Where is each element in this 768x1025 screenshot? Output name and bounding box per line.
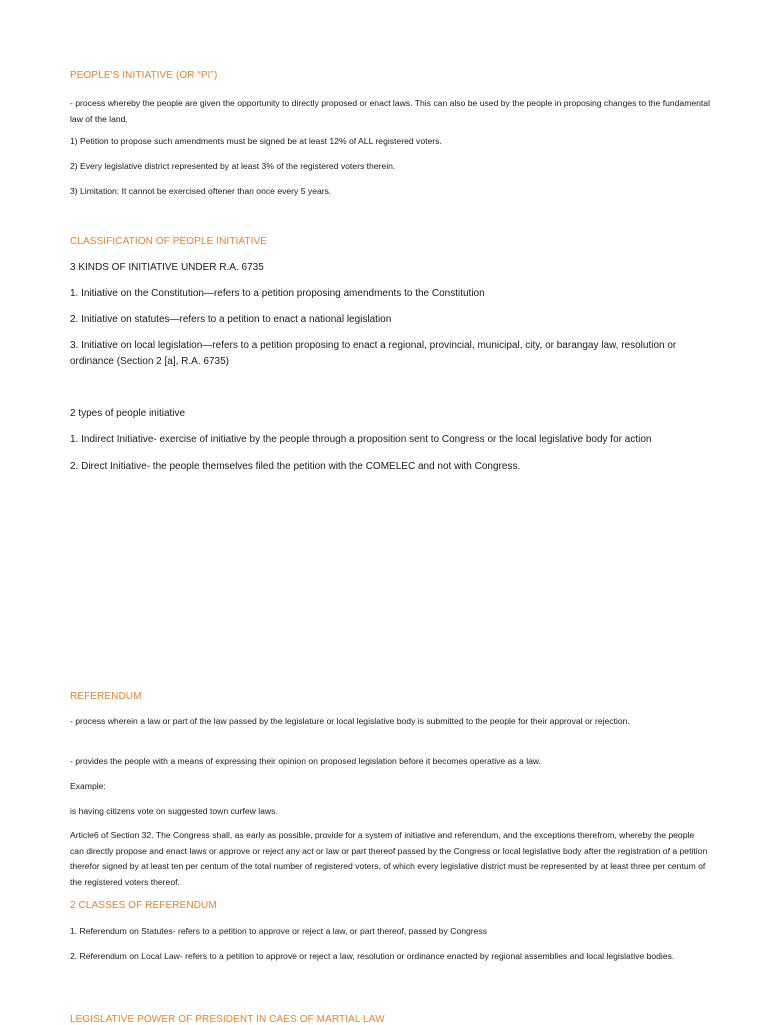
referendum-class-1: 1. Referendum on Statutes- refers to a petition to approve or reject a law, or part thereof, passed by Congress (70, 926, 488, 936)
heading-classification: CLASSIFICATION OF PEOPLE INITIATIVE (70, 236, 268, 247)
heading-referendum: REFERENDUM (70, 691, 142, 702)
type-item-2: 2. Direct Initiative- the people themselves filed the petition with the COMELEC and not with Congress. (70, 461, 521, 472)
referendum-class-2: 2. Referendum on Local Law- refers to a petition to approve or reject a law, resolution or ordinance enacted by regional assemblies and local legislative bodies. (70, 951, 675, 961)
heading-legislative-power: LEGISLATIVE POWER OF PRESIDENT IN CAES OF MARTIAL LAW (70, 1014, 385, 1025)
kind-item-3: 3. Initiative on local legislation—refers to a petition proposing to enact a regional, provincial, municipal, city, or barangay law, resolution or ordinance (Section 2 [a], R.A. 6735) (70, 340, 677, 367)
kinds-title: 3 KINDS OF INITIATIVE UNDER R.A. 6735 (70, 262, 264, 273)
type-item-1: 1. Indirect Initiative- exercise of initiative by the people through a proposition sent to Congress or the local legislative body for action (70, 434, 652, 445)
example-label: Example: (70, 781, 106, 791)
heading-classes-of-referendum: 2 CLASSES OF REFERENDUM (70, 900, 217, 911)
pi-item-3: 3) Limitation: It cannot be exercised oftener than once every 5 years. (70, 186, 332, 196)
types-title: 2 types of people initiative (70, 408, 186, 419)
kind-item-1: 1. Initiative on the Constitution—refers to a petition proposing amendments to the Constitution (70, 288, 485, 299)
heading-peoples-initiative: PEOPLE'S INITIATIVE (OR “PI”) (70, 70, 218, 81)
referendum-definition-2: - provides the people with a means of expressing their opinion on proposed legislation before it becomes operative as a law. (70, 756, 542, 766)
example-text: is having citizens vote on suggested town curfew laws. (70, 806, 278, 816)
pi-definition: - process whereby the people are given the opportunity to directly proposed or enact laws. This can also be used by the people in proposing changes to the fundamental law of the land. (70, 98, 710, 124)
referendum-definition-1: - process wherein a law or part of the law passed by the legislature or local legislative body is submitted to the people for their approval or rejection. (70, 716, 630, 726)
article-text: Article6 of Section 32. The Congress shall, as early as possible, provide for a system of initiative and referendum, and the exceptions therefrom, whereby the people can directly propose and enact laws or approve or reject any act or law or part thereof passed by the Congress or local legislative body after the registration of a petition therefor signed by at least ten per centum of the total number of registered voters, of which every legislative district must be represented by at least three per centum of the registered voters thereof. (70, 830, 708, 887)
kind-item-2: 2. Initiative on statutes—refers to a petition to enact a national legislation (70, 314, 392, 325)
pi-item-2: 2) Every legislative district represented by at least 3% of the registered voters therein. (70, 161, 396, 171)
pi-item-1: 1) Petition to propose such amendments must be signed be at least 12% of ALL registered voters. (70, 136, 442, 146)
